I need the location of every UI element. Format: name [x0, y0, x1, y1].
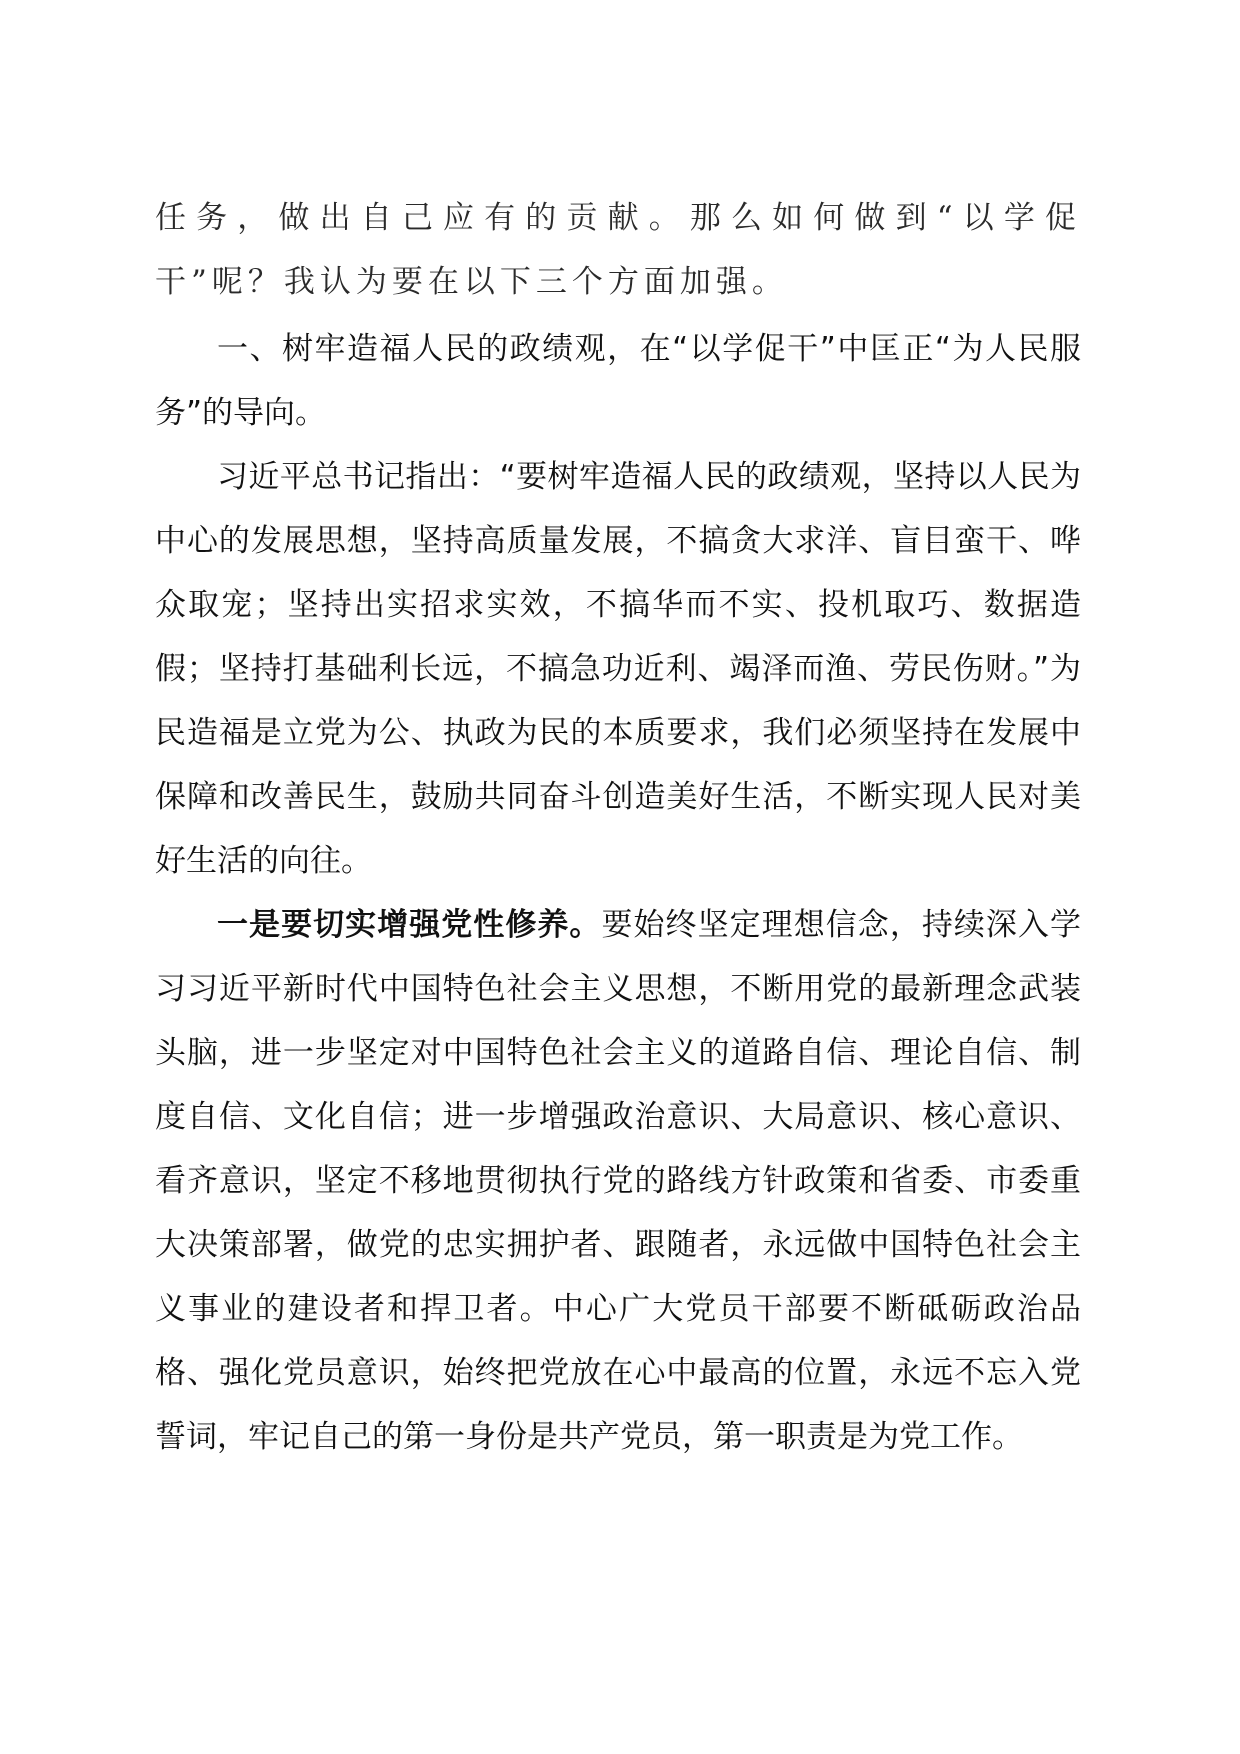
paragraph-quote: 习近平总书记指出：“要树牢造福人民的政绩观，坚持以人民为中心的发展思想，坚持高质量发展，不搞贪大求洋、盲目蛮干、哗众取宠；坚持出实招求实效，不搞华而不实、投机取巧、数据造假；坚持打基础利长远，不搞急功近利、竭泽而渔、劳民伤财。”为民造福是立党为公、执政为民的本质要求，我们必须坚持在发展中保障和改善民生，鼓励共同奋斗创造美好生活，不断实现人民对美好生活的向往。 [155, 459, 1081, 879]
section-heading: 一、树牢造福人民的政绩观，在“以学促干”中匡正“为人民服务”的导向。 [155, 331, 1081, 431]
point-one-text: 要始终坚定理想信念，持续深入学习习近平新时代中国特色社会主义思想，不断用党的最新理念武装头脑，进一步坚定对中国特色社会主义的道路自信、理论自信、制度自信、文化自信；进一步增强政治意识、大局意识、核心意识、看齐意识，坚定不移地贯彻执行党的路线方针政策和省委、市委重大决策部署，做党的忠实拥护者、跟随者，永远做中国特色社会主义事业的建设者和捍卫者。中心广大党员干部要不断砥砺政治品格、强化党员意识，始终把党放在心中最高的位置，永远不忘入党誓词，牢记自己的第一身份是共产党员，第一职责是为党工作。 [155, 907, 1082, 1455]
paragraph-continuation: 任务，做出自己应有的贡献。那么如何做到“以学促干”呢？我认为要在以下三个方面加强。 [155, 200, 1081, 300]
paragraph-point-one [155, 893, 1081, 1469]
point-one-lead: 一是要切实增强党性修养。 [217, 907, 602, 943]
document-body [155, 186, 1081, 1469]
